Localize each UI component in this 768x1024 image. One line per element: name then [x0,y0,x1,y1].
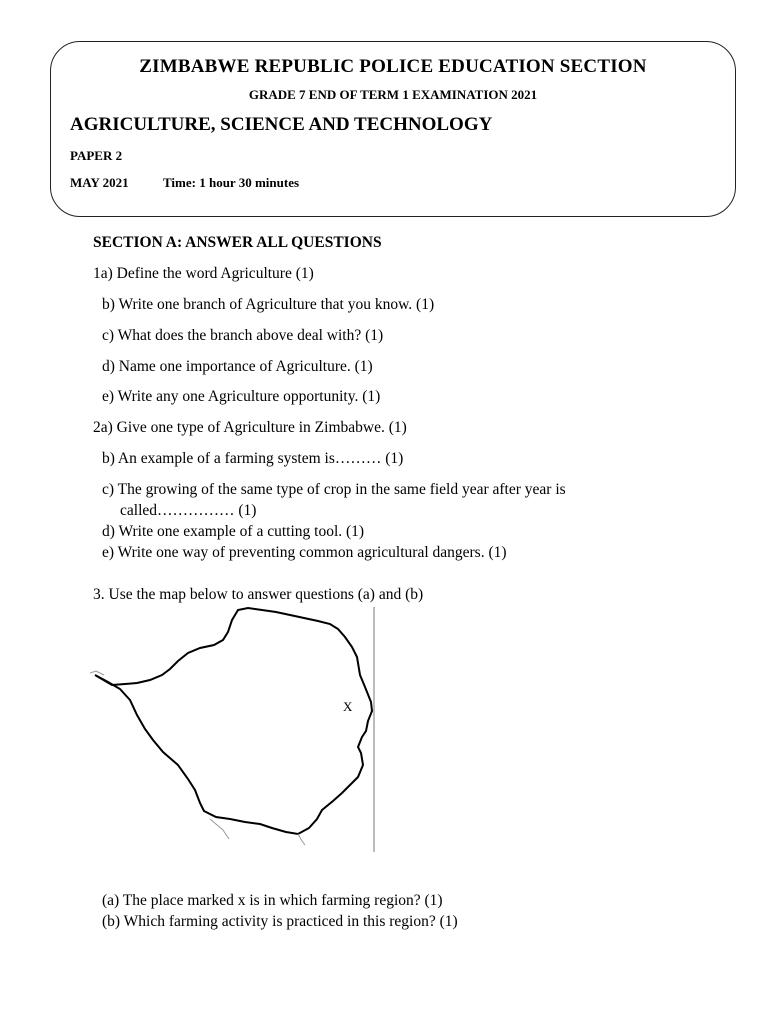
question-1c: c) What does the branch above deal with? (1) [102,327,384,344]
northwest-outline [90,671,104,675]
question-1d: d) Name one importance of Agriculture. (1) [102,358,373,375]
question-1e: e) Write any one Agriculture opportunity. (1) [102,388,381,405]
question-2d: d) Write one example of a cutting tool. (1) [102,523,365,540]
exam-date: MAY 2021 [70,175,129,190]
question-2c-line2: called…………… (1) [120,502,257,519]
question-1b: b) Write one branch of Agriculture that you know. (1) [102,296,435,313]
map-marker-x: X [343,699,353,714]
country-border [95,608,372,834]
question-1a: 1a) Define the word Agriculture (1) [93,265,314,282]
section-a-heading: SECTION A: ANSWER ALL QUESTIONS [93,234,382,251]
question-2a: 2a) Give one type of Agriculture in Zimbabwe. (1) [93,419,407,436]
southwest-outline [210,819,229,839]
exam-time: Time: 1 hour 30 minutes [163,175,300,190]
question-3-intro: 3. Use the map below to answer questions (a) and (b) [93,586,424,603]
zimbabwe-map [90,607,390,852]
question-3a: (a) The place marked x is in which farming region? (1) [102,892,443,909]
exam-paper-number: PAPER 2 [70,148,123,163]
exam-subject: AGRICULTURE, SCIENCE AND TECHNOLOGY [70,114,493,135]
question-2e: e) Write one way of preventing common agricultural dangers. (1) [102,544,507,561]
exam-grade-subtitle: GRADE 7 END OF TERM 1 EXAMINATION 2021 [248,87,538,102]
question-3b: (b) Which farming activity is practiced in this region? (1) [102,913,458,930]
question-2b: b) An example of a farming system is……… (1) [102,450,404,467]
question-2c-line1: c) The growing of the same type of crop in the same field year after year is [102,481,566,498]
exam-authority-title: ZIMBABWE REPUBLIC POLICE EDUCATION SECTION [139,56,647,77]
southeast-outline [298,834,305,845]
exam-header-box [50,41,736,217]
